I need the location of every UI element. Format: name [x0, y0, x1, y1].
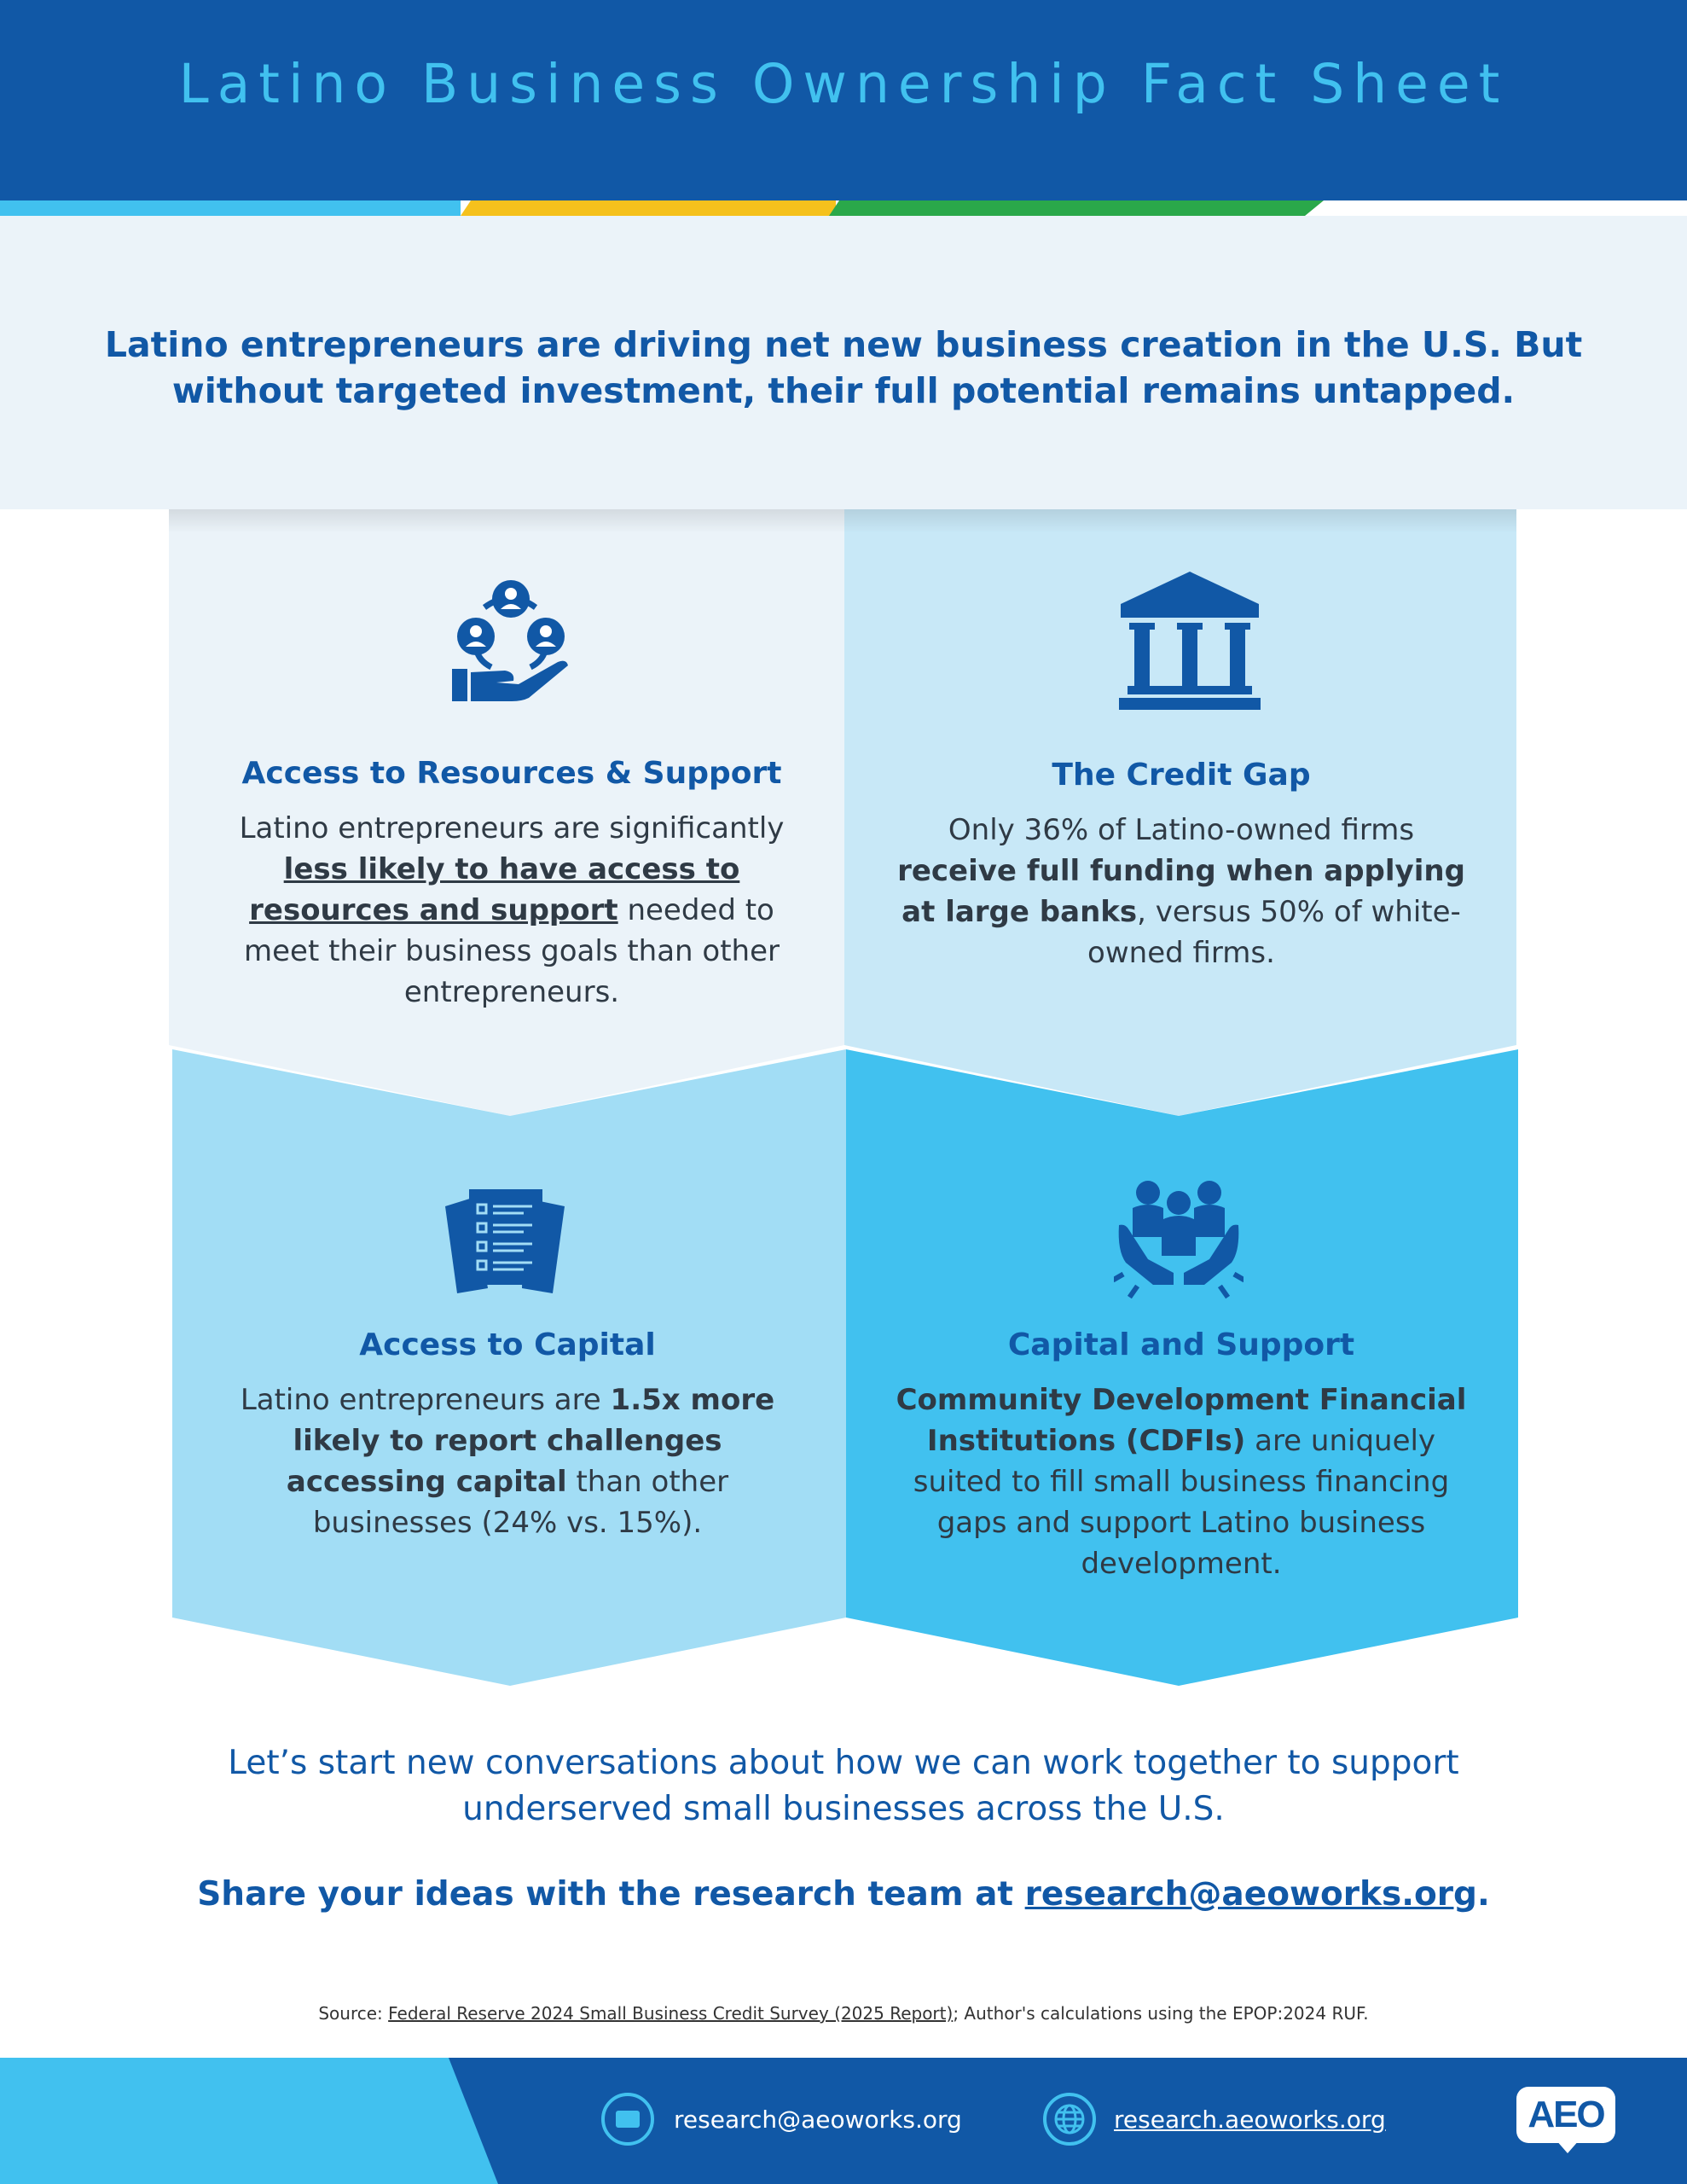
email-link[interactable]: research@aeoworks.org: [1024, 1875, 1477, 1914]
card-credit-gap: [896, 758, 1467, 973]
footer-cyan-shape: [0, 2058, 512, 2184]
card-emphasis: 1.5x more likely to report challenges accessing capital: [286, 1383, 775, 1499]
call-to-action: Let’s start new conversations about how we can work together to support underserved small businesses across the U.S.: [228, 1744, 1459, 1828]
card-body: Only 36% of Latino-owned firms receive full funding when applying at large banks, versus 50% of white-owned firms.: [897, 813, 1465, 970]
email-icon: [600, 2092, 655, 2146]
people-hand-icon: [450, 573, 571, 705]
aeo-logo-text: AEO: [1528, 2094, 1604, 2135]
page-title: Latino Business Ownership Fact Sheet: [178, 53, 1509, 115]
card-title: Access to Resources & Support: [241, 756, 782, 791]
card-title: Capital and Support: [1007, 1327, 1355, 1362]
card-resources: [230, 756, 793, 1013]
bank-icon: [1117, 570, 1262, 715]
footer: [0, 2058, 1687, 2184]
card-emphasis: receive full funding when applying at large banks: [897, 854, 1465, 929]
documents-icon: [443, 1188, 568, 1295]
card-body: Community Development Financial Institutions (CDFIs) are uniquely suited to fill small business financing gaps and support Latino business development.: [896, 1383, 1467, 1581]
card-emphasis: Community Development Financial Institutions (CDFIs): [896, 1383, 1467, 1458]
share-line: Share your ideas with the research team at research@aeoworks.org.: [197, 1875, 1490, 1914]
community-hands-icon: [1114, 1177, 1244, 1305]
footer-email[interactable]: research@aeoworks.org: [674, 2106, 962, 2134]
card-body: Latino entrepreneurs are significantly less likely to have access to resources and support needed to meet their business goals than other entrepreneurs.: [239, 811, 785, 1009]
card-capital: [230, 1327, 785, 1543]
card-title: Access to Capital: [359, 1327, 656, 1362]
card-title: The Credit Gap: [1052, 758, 1311, 793]
footer-website[interactable]: research.aeoworks.org: [1114, 2106, 1386, 2134]
source-note: Source: Federal Reserve 2024 Small Business Credit Survey (2025 Report); Author's calculations using the EPOP:2024 RUF.: [318, 2003, 1369, 2024]
intro-statement: Latino entrepreneurs are driving net new business creation in the U.S. But without targeted investment, their full potential remains untapped.: [104, 324, 1583, 411]
aeo-logo: [1516, 2087, 1615, 2143]
card-cdfi: [896, 1327, 1467, 1584]
globe-icon: [1042, 2092, 1097, 2146]
card-emphasis: less likely to have access to resources and support: [249, 852, 740, 927]
card-body: Latino entrepreneurs are 1.5x more likely to report challenges accessing capital than other businesses (24% vs. 15%).: [240, 1383, 775, 1540]
source-link[interactable]: Federal Reserve 2024 Small Business Credit Survey (2025 Report): [388, 2003, 954, 2024]
